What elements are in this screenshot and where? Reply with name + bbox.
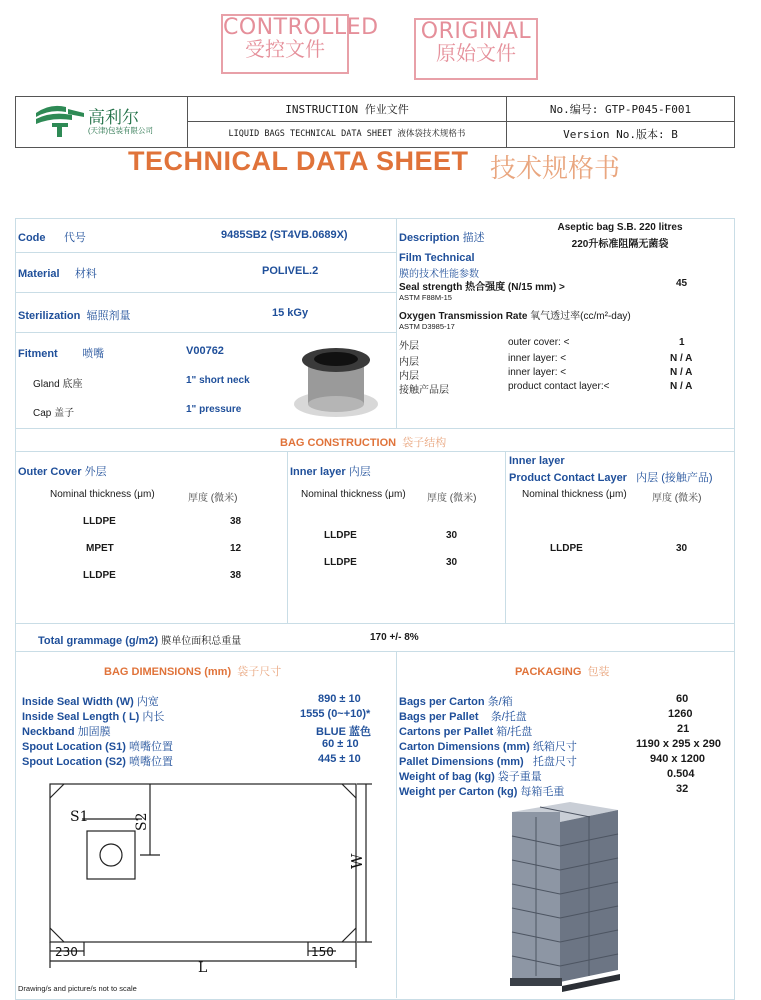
construction-title-en: BAG CONSTRUCTION (280, 437, 397, 449)
pack-row-0-label-cn: 条/箱 (487, 696, 513, 708)
pack-row-5-value: 0.504 (667, 768, 695, 780)
film-title-en: Film Technical (399, 252, 475, 264)
outer-thickness-header-en: Nominal thickness (μm) (50, 489, 155, 500)
outer-thickness-header-cn: 厚度 (微米) (188, 493, 238, 504)
inner-thickness-header-cn: 厚度 (微米) (427, 493, 477, 504)
contact-layer-title-2 (509, 469, 713, 485)
inner-layer-title-cn: 内层 (348, 466, 371, 478)
dim-row-0-value: 890 ± 10 (318, 693, 361, 705)
material-label (18, 265, 97, 281)
inner-row-1-material: LLDPE (324, 557, 357, 568)
gland-label: Gland 底座 (33, 379, 83, 390)
document-header (15, 96, 735, 148)
inner-thickness-header-en: Nominal thickness (μm) (301, 489, 406, 500)
inner-row-1-value: 30 (446, 557, 458, 568)
otr-row-0-value: 1 (679, 337, 685, 348)
company-logo-icon (32, 101, 92, 141)
otr-standard: ASTM D3985-17 (399, 322, 455, 331)
sterilization-label-en: Sterilization (18, 310, 81, 322)
pack-row-1-value: 1260 (668, 708, 693, 720)
packaging-title-en: PACKAGING (515, 666, 582, 678)
pack-row-6-value: 32 (676, 783, 689, 795)
sterilization-value: 15 kGy (272, 307, 309, 319)
outer-row-1-value: 12 (230, 543, 242, 554)
dim-row-1-label (22, 708, 164, 724)
dimensions-title-en: BAG DIMENSIONS (mm) (104, 666, 232, 678)
gland-value: 1" short neck (186, 375, 250, 386)
otr-row-1-value: N / A (670, 353, 693, 364)
dim-row-2-label-cn: 加固膜 (77, 726, 111, 738)
contact-layer-title-en: Product Contact Layer (509, 472, 627, 484)
otr-row-3-value: N / A (670, 381, 693, 392)
grammage-value: 170 +/- 8% (370, 632, 419, 643)
dim-row-4-value: 445 ± 10 (318, 753, 361, 765)
contact-row-0-value: 30 (676, 543, 688, 554)
cap-label: Cap 盖子 (33, 408, 75, 419)
sterilization-label (18, 307, 130, 323)
pack-row-5-label-en: Weight of bag (kg) (399, 771, 495, 783)
inner-layer-title-en: Inner layer (290, 466, 346, 478)
code-label-en: Code (18, 232, 46, 244)
material-label-en: Material (18, 268, 60, 280)
pack-row-0-value: 60 (676, 693, 689, 705)
inner-row-0-material: LLDPE (324, 530, 357, 541)
outer-row-1-material: MPET (86, 543, 114, 554)
dim-row-4-label (22, 753, 173, 769)
pack-row-3-label-en: Carton Dimensions (mm) (399, 741, 530, 753)
description-label (399, 229, 485, 245)
original-stamp-en: ORIGINAL (420, 19, 532, 44)
pack-row-1-label (399, 708, 527, 724)
company-subtitle: (天津)包装有限公司 (88, 126, 153, 135)
bag-drawing (22, 776, 392, 976)
pack-row-0-label (399, 693, 513, 709)
version-number: Version No.版本: B (563, 128, 678, 141)
doc-type: INSTRUCTION 作业文件 (285, 103, 409, 116)
description-value-2: 220升标准阻隔无菌袋 (571, 239, 669, 250)
pack-row-4-label-en: Pallet Dimensions (mm) (399, 756, 524, 768)
cap-value: 1" pressure (186, 404, 242, 415)
pack-row-4-label (399, 753, 577, 769)
fitment-value: V00762 (186, 345, 224, 357)
description-label-cn: 描述 (462, 232, 485, 244)
original-stamp-cn: 原始文件 (436, 41, 516, 66)
fitment-spout-image (286, 342, 386, 422)
description-label-en: Description (399, 232, 460, 244)
pack-row-4-label-cn: 托盘尺寸 (532, 756, 577, 768)
pack-row-6-label-cn: 每箱毛重 (520, 786, 565, 798)
dim-row-1-value: 1555 (0~+10)* (300, 708, 371, 720)
controlled-stamp-en: CONTROLLED (223, 15, 379, 40)
pack-row-6-label-en: Weight per Carton (kg) (399, 786, 518, 798)
controlled-stamp (221, 14, 379, 74)
otr-row-0-en: outer cover: < (508, 337, 570, 348)
outer-cover-title-en: Outer Cover (18, 466, 82, 478)
otr-row-1-en: inner layer: < (508, 353, 567, 364)
pack-row-3-label-cn: 纸箱尺寸 (532, 741, 577, 753)
pack-row-5-label-cn: 袋子重量 (497, 771, 542, 783)
controlled-stamp-cn: 受控文件 (245, 37, 325, 62)
dim-row-3-label-en: Spout Location (S1) (22, 741, 126, 753)
pack-row-2-value: 21 (677, 723, 690, 735)
dim-row-4-label-cn: 喷嘴位置 (128, 756, 173, 768)
dim-row-0-label-en: Inside Seal Width (W) (22, 696, 134, 708)
outer-cover-title (18, 463, 107, 479)
inner-layer-title (290, 463, 371, 479)
construction-title (280, 434, 446, 450)
pack-row-5-label (399, 768, 542, 784)
pack-row-2-label (399, 723, 532, 739)
pack-row-2-label-en: Cartons per Pallet (399, 726, 494, 738)
dim-row-3-label-cn: 喷嘴位置 (128, 741, 173, 753)
contact-layer-title-1: Inner layer (509, 455, 565, 467)
dim-row-0-label-cn: 内宽 (136, 696, 159, 708)
fitment-label-en: Fitment (18, 348, 58, 360)
dim-row-2-value: BLUE 蓝色 (316, 726, 371, 738)
fitment-label-cn: 喷嘴 (82, 348, 105, 360)
pack-row-1-label-cn: 条/托盘 (490, 711, 527, 723)
dimensions-title (104, 663, 281, 679)
pack-row-2-label-cn: 箱/托盘 (496, 726, 533, 738)
construction-title-cn: 袋子结构 (402, 437, 447, 449)
drawing-note: Drawing/s and picture/s not to scale (18, 984, 137, 993)
inner-row-0-value: 30 (446, 530, 458, 541)
description-value-1: Aseptic bag S.B. 220 litres (557, 222, 683, 233)
page-title-cn: 技术规格书 (490, 153, 621, 183)
drawing-dim-left: 230 (55, 945, 78, 959)
dim-row-2-label (22, 723, 111, 739)
otr-row-3-cn: 接触产品层 (399, 385, 449, 396)
otr-row-2-value: N / A (670, 367, 693, 378)
dim-row-1-label-en: Inside Seal Length ( L) (22, 711, 140, 723)
code-label (18, 229, 86, 245)
dim-row-4-label-en: Spout Location (S2) (22, 756, 126, 768)
contact-thickness-header-cn: 厚度 (微米) (652, 493, 702, 504)
pack-row-3-value: 1190 x 295 x 290 (636, 738, 722, 750)
drawing-label-s1: S1 (70, 809, 89, 825)
page-title: TECHNICAL DATA SHEET (128, 146, 469, 176)
code-label-cn: 代号 (63, 232, 86, 244)
doc-title: LIQUID BAGS TECHNICAL DATA SHEET 液体袋技术规格书 (228, 129, 466, 139)
code-value: 9485SB2 (ST4VB.0689X) (221, 229, 348, 241)
sterilization-label-cn: 辐照剂量 (86, 310, 131, 322)
contact-row-0-material: LLDPE (550, 543, 583, 554)
contact-thickness-header-en: Nominal thickness (μm) (522, 489, 627, 500)
grammage-label-en: Total grammage (g/m2) (38, 635, 159, 647)
dimensions-title-cn: 袋子尺寸 (237, 666, 282, 678)
drawing-dim-right: 150 (311, 945, 334, 959)
seal-standard: ASTM F88M-15 (399, 293, 452, 302)
packaging-title (515, 663, 610, 679)
grammage-label-cn: 膜单位面积总重量 (161, 636, 242, 647)
material-value: POLIVEL.2 (262, 265, 319, 277)
film-title-cn: 膜的技术性能参数 (399, 269, 479, 280)
drawing-label-w: W (348, 853, 366, 869)
otr-row-3-en: product contact layer:< (508, 381, 610, 392)
contact-layer-title-cn: 内层 (接触产品) (636, 472, 713, 484)
pack-row-0-label-en: Bags per Carton (399, 696, 485, 708)
original-stamp (414, 18, 538, 80)
otr-row-2-en: inner layer: < (508, 367, 567, 378)
dim-row-3-label (22, 738, 173, 754)
pack-row-3-label (399, 738, 577, 754)
drawing-label-s2: S2 (134, 812, 150, 831)
seal-strength-label: Seal strength 热合强度 (N/15 mm) > (399, 282, 565, 293)
dim-row-2-label-en: Neckband (22, 726, 75, 738)
dim-row-0-label (22, 693, 159, 709)
pallet-image (500, 800, 630, 992)
dim-row-3-value: 60 ± 10 (322, 738, 359, 750)
grammage-label (38, 632, 241, 647)
otr-row-0-cn: 外层 (399, 341, 419, 352)
pack-row-4-value: 940 x 1200 (650, 753, 706, 765)
material-label-cn: 材料 (74, 268, 97, 280)
drawing-label-l: L (198, 960, 208, 976)
otr-row-2-cn: 内层 (399, 371, 419, 382)
otr-label-cn: 氧气透过率(cc/m²-day) (530, 311, 631, 322)
outer-row-0-material: LLDPE (83, 516, 116, 527)
otr-row-1-cn: 内层 (399, 357, 419, 368)
outer-row-0-value: 38 (230, 516, 242, 527)
otr-label-en: Oxygen Transmission Rate (399, 311, 528, 322)
doc-number: No.编号: GTP-P045-F001 (549, 103, 692, 116)
outer-row-2-material: LLDPE (83, 570, 116, 581)
otr-label (399, 307, 631, 322)
pack-row-6-label (399, 783, 564, 799)
packaging-title-cn: 包装 (587, 666, 610, 678)
fitment-label (18, 345, 104, 361)
outer-row-2-value: 38 (230, 570, 242, 581)
pack-row-1-label-en: Bags per Pallet (399, 711, 479, 723)
dim-row-1-label-cn: 内长 (142, 711, 165, 723)
seal-strength-value: 45 (676, 278, 688, 289)
company-name: 高利尔 (88, 108, 139, 128)
outer-cover-title-cn: 外层 (84, 466, 107, 478)
